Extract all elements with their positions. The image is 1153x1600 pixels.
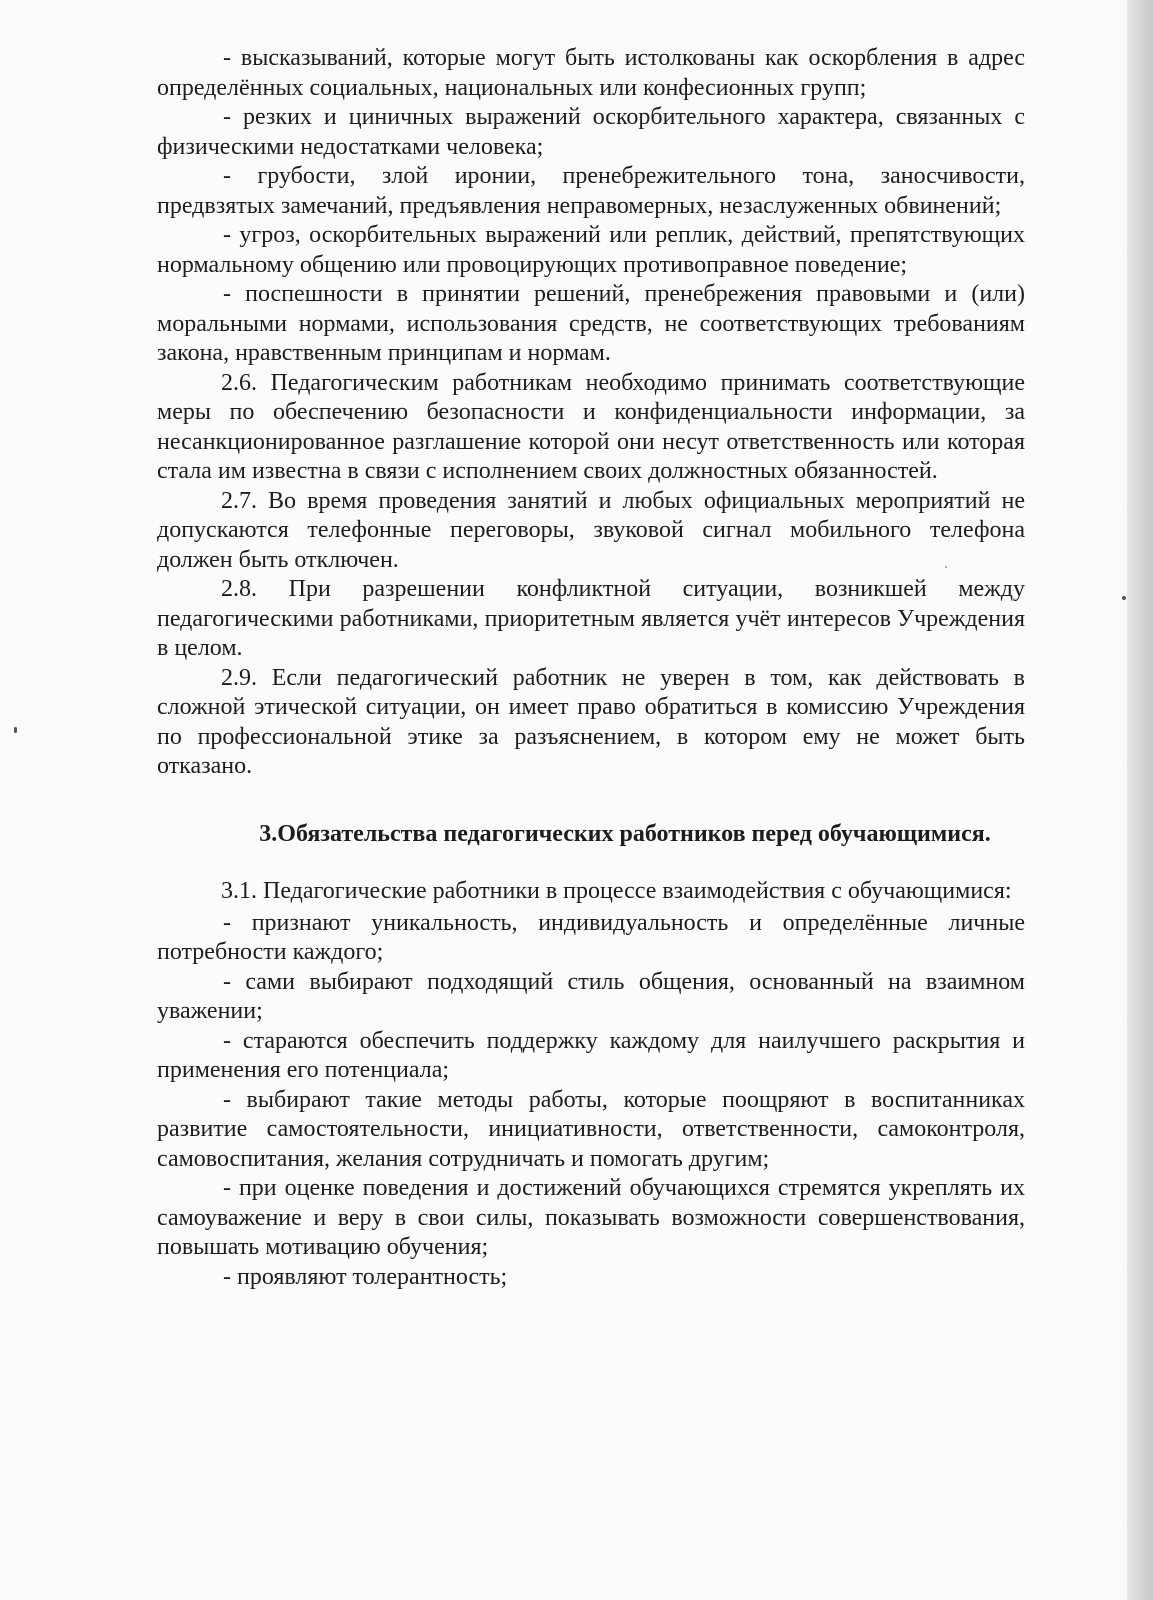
clause-2-9: 2.9. Если педагогический работник не уверен в том, как действовать в сложной этической ситуации, он имеет право обратиться в комиссию Учреждения по профессиональной этике за разъяснением, в котором ему не может быть отказано. — [157, 664, 1025, 779]
list-item: - выбирают такие методы работы, которые поощряют в воспитанниках развитие самостоятельности, инициативности, ответственности, самоконтроля, самовоспитания, желания сотрудничать и помогать другим; — [157, 1086, 1025, 1172]
section-heading: 3.Обязательства педагогических работников перед обучающимися. — [259, 820, 991, 847]
scan-speck — [14, 727, 17, 733]
clause-2-6: 2.6. Педагогическим работникам необходимо принимать соответствующие меры по обеспечению безопасности и конфиденциальности информации, за несанкционированное разглашение которой они несут ответственность или которая стала им известна в связи с исполнением своих должностных обязанностей. — [157, 369, 1025, 484]
list-item: - сами выбирают подходящий стиль общения, основанный на взаимном уважении; — [157, 968, 1025, 1024]
list-item: - высказываний, которые могут быть истолкованы как оскорбления в адрес определённых социальных, национальных или конфесионных групп; — [157, 45, 1025, 101]
clause-2-7: 2.7. Во время проведения занятий и любых официальных мероприятий не допускаются телефонные переговоры, звуковой сигнал мобильного телефона должен быть отключен. — [157, 487, 1025, 573]
scan-speck — [1122, 596, 1126, 600]
list-item: - при оценке поведения и достижений обучающихся стремятся укреплять их самоуважение и веру в свои силы, показывать возможности совершенствования, повышать мотивацию обучения; — [157, 1175, 1025, 1260]
list-item: - грубости, злой иронии, пренебрежительного тона, заносчивости, предвзятых замечаний, предъявления неправомерных, незаслуженных обвинений; — [157, 163, 1025, 219]
clause-2-8: 2.8. При разрешении конфликтной ситуации, возникшей между педагогическими работниками, приоритетным является учёт интересов Учреждения в целом. — [157, 576, 1025, 661]
list-item: - стараются обеспечить поддержку каждому для наилучшего раскрытия и применения его потенциала; — [157, 1027, 1025, 1083]
list-item: - угроз, оскорбительных выражений или реплик, действий, препятствующих нормальному общению или провоцирующих противоправное поведение; — [157, 222, 1025, 278]
page-edge-shadow — [1127, 0, 1153, 1600]
document-body — [157, 44, 1025, 1292]
clause-3-1: 3.1. Педагогические работники в процессе взаимодействия с обучающимися: — [221, 878, 1012, 904]
list-item: - проявляют толерантность; — [223, 1263, 508, 1290]
list-item: - признают уникальность, индивидуальность и определённые личные потребности каждого; — [157, 909, 1025, 965]
list-item: - поспешности в принятии решений, пренебрежения правовыми и (или) моральными нормами, использования средств, не соответствующих требованиям закона, нравственным принципам и нормам. — [157, 281, 1025, 366]
list-item: - резких и циничных выражений оскорбительного характера, связанных с физическими недостатками человека; — [157, 104, 1025, 160]
